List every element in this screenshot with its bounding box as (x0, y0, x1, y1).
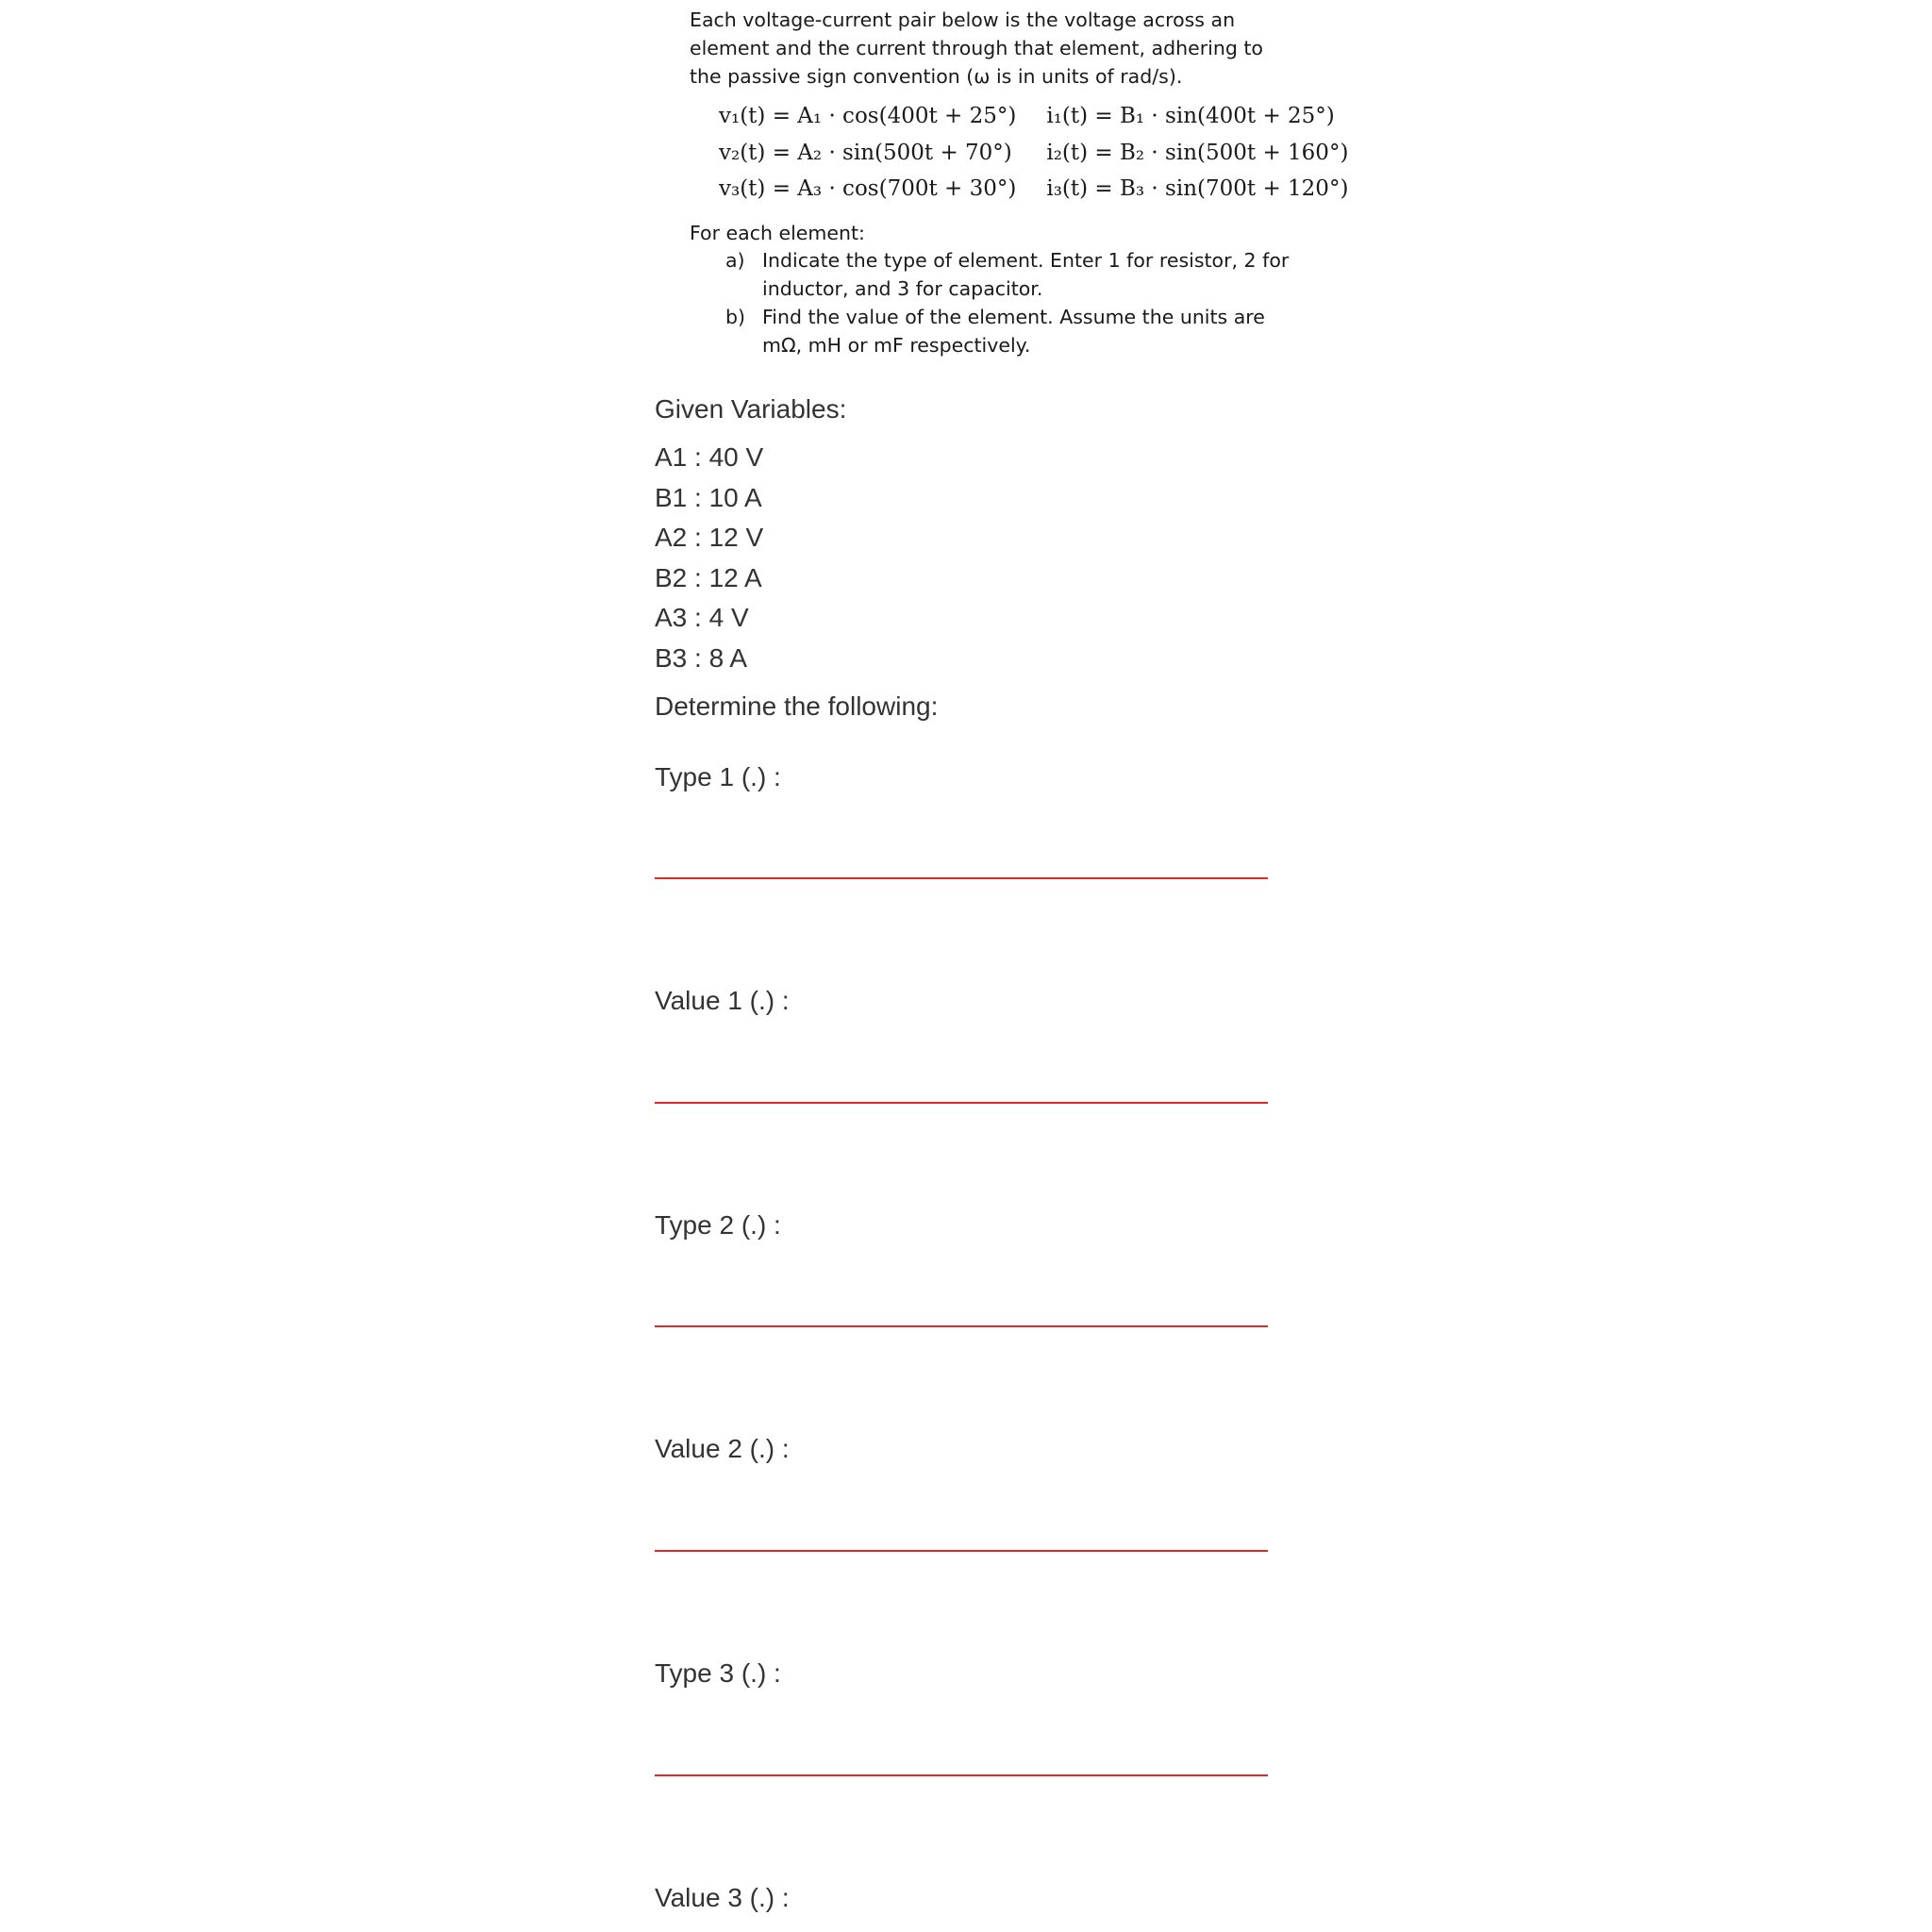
type-1-answer-field[interactable] (655, 877, 1268, 879)
type-3-answer-field[interactable] (655, 1774, 1268, 1776)
type-3-label: Type 3 (.) : (655, 1658, 781, 1688)
equation-row (719, 171, 1348, 208)
voltage-equation: v₂(t) = A₂ · sin(500t + 70°) (719, 140, 1012, 165)
item-marker: b) (725, 306, 746, 328)
voltage-equation: v₁(t) = A₁ · cos(400t + 25°) (719, 104, 1017, 128)
determine-heading: Determine the following: (655, 691, 939, 721)
for-each-heading: For each element: (690, 222, 865, 244)
current-equation: i₁(t) = B₁ · sin(400t + 25°) (1046, 104, 1335, 128)
current-equation: i₃(t) = B₃ · sin(700t + 120°) (1046, 176, 1349, 201)
variable-b2: B2 : 12 A (655, 563, 762, 592)
variable-a3: A3 : 4 V (655, 603, 749, 632)
type-2-label: Type 2 (.) : (655, 1210, 781, 1240)
value-3-label: Value 3 (.) : (655, 1883, 790, 1912)
value-1-answer-field[interactable] (655, 1102, 1268, 1104)
problem-statement (690, 6, 1349, 357)
voltage-equation: v₃(t) = A₃ · cos(700t + 30°) (719, 176, 1017, 201)
equation-row (719, 98, 1348, 135)
value-1-label: Value 1 (.) : (655, 986, 790, 1015)
equation-row (719, 135, 1348, 172)
equation-table (719, 98, 1348, 208)
variable-a2: A2 : 12 V (655, 523, 764, 552)
variable-b3: B3 : 8 A (655, 643, 748, 673)
variable-b1: B1 : 10 A (655, 483, 762, 512)
value-2-answer-field[interactable] (655, 1550, 1268, 1552)
value-2-label: Value 2 (.) : (655, 1434, 790, 1463)
item-text: Indicate the type of element. Enter 1 for resistor, 2 for inductor, and 3 for capacitor. (762, 249, 1290, 300)
type-2-answer-field[interactable] (655, 1325, 1268, 1327)
item-text: Find the value of the element. Assume the units are mΩ, mH or mF respectively. (762, 306, 1265, 357)
problem-intro: Each voltage-current pair below is the voltage across an element and the current through that element, adhering to the passive sign convention (ω is in units of rad/s). (690, 8, 1263, 88)
item-marker: a) (725, 249, 745, 272)
current-equation: i₂(t) = B₂ · sin(500t + 160°) (1046, 140, 1349, 165)
type-1-label: Type 1 (.) : (655, 762, 781, 791)
given-variables-title: Given Variables: (655, 394, 847, 424)
variable-a1: A1 : 40 V (655, 442, 764, 472)
